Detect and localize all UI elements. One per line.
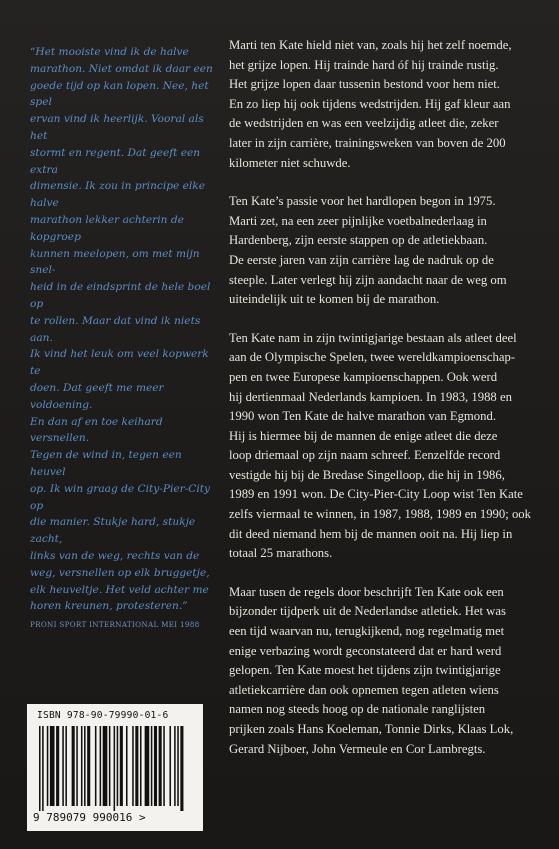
text-line: hij dertienmaal Nederlands kampioen. In 1983, 1988 en xyxy=(229,389,512,404)
quote-line: heid in de eindsprint de hele boel op xyxy=(30,281,211,310)
quote-line: marathon. Niet omdat ik daar een xyxy=(30,62,213,75)
text-line: gelopen. Ten Kate moest het tijdens zijn twintigjarige xyxy=(229,663,501,678)
quote-line: marathon lekker achterin de kopgroep xyxy=(30,213,184,243)
isbn-number: ISBN 978-90-79990-01-6 xyxy=(37,710,169,721)
text-line: Marti ten Kate hield niet van, zoals hij het zelf noemde, xyxy=(229,38,512,52)
text-line: Het grijze lopen daar tussenin bestond voor hem niet. xyxy=(229,77,500,92)
text-line: Gerard Nijboer, John Vermeule en Cor Lambregts. xyxy=(229,741,486,756)
text-line: prijken zoals Hans Koeleman, Tonnie Dirks, Klaas Lok, xyxy=(229,722,514,736)
paragraph-3 xyxy=(229,329,545,564)
text-line: een tijd waarvan nu, terugkijkend, nog regelmatig met xyxy=(229,624,505,639)
blurb-text xyxy=(229,36,545,778)
text-line: aan de Olympische Spelen, twee wereldkampioenschap- xyxy=(229,350,516,365)
quote-line: kunnen meelopen, om met mijn snel- xyxy=(30,247,200,277)
quote-line: doen. Dat geeft me meer voldoening. xyxy=(30,381,164,411)
pull-quote xyxy=(30,44,220,634)
text-line: totaal 25 marathons. xyxy=(229,546,333,561)
quote-line: En dan af en toe keihard versnellen. xyxy=(30,415,163,445)
quote-source: PRONI SPORT INTERNATIONAL MEI 1988 xyxy=(30,620,200,630)
quote-line: Tegen de wind in, tegen een heuvel xyxy=(30,449,182,478)
quote-line: weg, versnellen op elk bruggetje, xyxy=(30,566,210,579)
quote-line: goede tijd op kan lopen. Nee, het spel xyxy=(30,79,209,109)
text-line: uiteindelijk uit te komen bij de marathon. xyxy=(229,292,440,307)
text-line: bijzonder tijdperk uit de Nederlandse atletiek. Het was xyxy=(229,604,506,619)
quote-line: op. Ik win graag de City-Pier-City op xyxy=(30,482,211,512)
text-line: kilometer niet schuwde. xyxy=(229,155,351,170)
text-line: 1990 won Ten Kate de halve marathon van Egmond. xyxy=(229,409,497,424)
text-line: De eerste jaren van zijn carrière lag de nadruk op de xyxy=(229,252,494,267)
quote-line: horen kreunen, protesteren.” xyxy=(30,600,188,613)
text-line: Marti zet, na een zeer pijnlijke voetbalnederlaag in xyxy=(229,213,487,228)
paragraph-1 xyxy=(229,36,545,173)
text-line: namen nog steeds hoog op de nationale ranglijsten xyxy=(229,702,486,717)
paragraph-4 xyxy=(229,583,545,759)
paragraph-2 xyxy=(229,192,545,310)
text-line: Hij is hiermee bij de mannen de enige atleet die deze xyxy=(229,428,498,443)
quote-line: te rollen. Maar dat vind ik niets aan. xyxy=(30,314,201,344)
text-line: zelfs viermaal te winnen, in 1987, 1988, 1989 en 1990; ook xyxy=(229,507,531,522)
ean-digits: 9 789079 990016 > xyxy=(33,811,146,824)
text-line: de wedstrijden en was een veelzijdig atleet die, zeker xyxy=(229,116,499,131)
quote-line: links van de weg, rechts van de xyxy=(30,549,200,562)
quote-line: Ik vind het leuk om veel kopwerk te xyxy=(30,348,209,378)
text-line: En zo liep hij ook tijdens wedstrijden. Hij gaf kleur aan xyxy=(229,96,511,111)
barcode-icon xyxy=(39,726,185,811)
text-line: Maar tusen de regels door beschrijft Ten Kate ook een xyxy=(229,584,504,599)
text-line: het grijze lopen. Hij trainde hard óf hij trainde rustig. xyxy=(229,57,499,72)
quote-line: dimensie. Ik zou in principe elke halve xyxy=(30,180,205,210)
text-line: enige verbazing wordt geconstateerd dat er hard werd xyxy=(229,643,502,658)
text-line: loop driemaal op zijn naam schreef. Eenzelfde record xyxy=(229,448,501,463)
quote-line: stormt en regent. Dat geeft een extra xyxy=(30,146,201,176)
quote-line: elk heuveltje. Het veld achter me xyxy=(30,583,209,596)
text-line: later in zijn carrière, trainingsweken van boven de 200 xyxy=(229,135,506,150)
quote-line: “Het mooiste vind ik de halve xyxy=(30,46,189,58)
quote-line: ervan vind ik heerlijk. Vooral als het xyxy=(30,113,204,142)
text-line: 1989 en 1991 won. De City-Pier-City Loop wist Ten Kate xyxy=(229,487,523,502)
barcode-label xyxy=(27,704,203,831)
text-line: steeple. Later verlegt hij zijn aandacht naar de weg om xyxy=(229,272,507,287)
quote-line: die manier. Stukje hard, stukje zacht, xyxy=(30,516,196,546)
text-line: atletiekcarrière dan ook opnemen tegen atleten wiens xyxy=(229,682,499,697)
text-line: Ten Kate’s passie voor het hardlopen begon in 1975. xyxy=(229,194,496,209)
text-line: Hardenberg, zijn eerste stappen op de atletiekbaan. xyxy=(229,233,488,248)
text-line: vestigde hij bij de Bredase Singelloop, die hij in 1986, xyxy=(229,467,505,482)
text-line: Ten Kate nam in zijn twintigjarige bestaan als atleet deel xyxy=(229,330,517,345)
text-line: pen en twee Europese kampioenschappen. Ook werd xyxy=(229,369,498,384)
text-line: dit deed niemand hem bij de mannen ooit na. Hij liep in xyxy=(229,526,513,541)
